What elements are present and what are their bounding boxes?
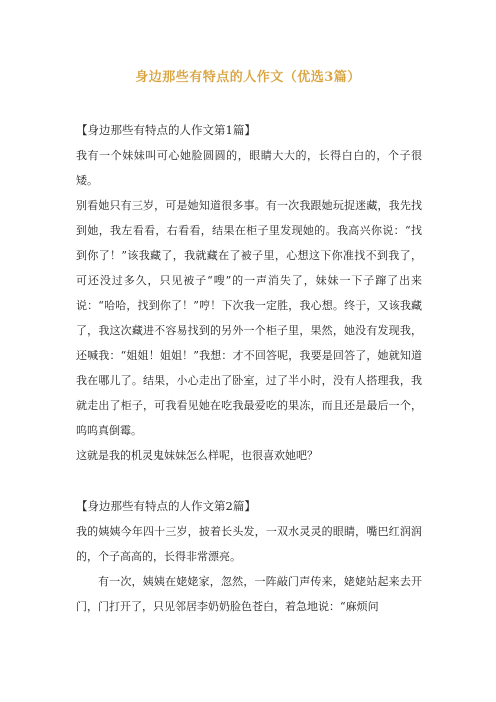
paragraph: 别看她只有三岁，可是她知道很多事。有一次我跟她玩捉迷藏，我先找到她，我左看看，右看看，结果在柜子里发现她的。我高兴你说：“找到你了！”该我藏了，我就藏在了被子里，心想这下你准找不到我了，可还没过多久，只见被子“嗖”的一声消失了，妹妹一下子蹿了出来说：“哈哈，找到你了！”哼！下次我一定胜，我心想。终于，又该我藏了，我这次藏进不容易找到的另外一个柜子里，果然，她没有发现我，还喊我：“姐姐！姐姐！”我想：才不回答呢，我要是回答了，她就知道我在哪儿了。结果，小心走出了卧室，过了半小时，没有人搭理我，我就走出了柜子，可我看见她在吃我最爱吃的果冻，而且还是最后一个，呜呜真倒霉。 <box>76 199 422 437</box>
paragraph: 这就是我的机灵鬼妹妹怎么样呢，也很喜欢她吧？ <box>76 449 318 462</box>
section-gap <box>76 468 422 494</box>
paragraph: 我的姨姨今年四十三岁，披着长头发，一双水灵灵的眼睛，嘴巴红润润的，个子高高的，长得非常漂亮。 <box>76 525 422 563</box>
section-heading-2: 【身边那些有特点的人作文第2篇】 <box>76 499 256 513</box>
paragraph: 有一次，姨姨在姥姥家，忽然，一阵敲门声传来，姥姥站起来去开门，门打开了，只见邻居李奶奶脸色苍白，着急地说：“麻烦问 <box>76 575 422 613</box>
page-title: 身边那些有特点的人作文（优选3篇） <box>135 70 361 85</box>
paragraph: 我有一个妹妹叫可心她脸圆圆的，眼睛大大的，长得白白的，个子很矮。 <box>76 149 422 187</box>
document-body <box>76 118 422 619</box>
section-heading-1: 【身边那些有特点的人作文第1篇】 <box>76 123 256 137</box>
